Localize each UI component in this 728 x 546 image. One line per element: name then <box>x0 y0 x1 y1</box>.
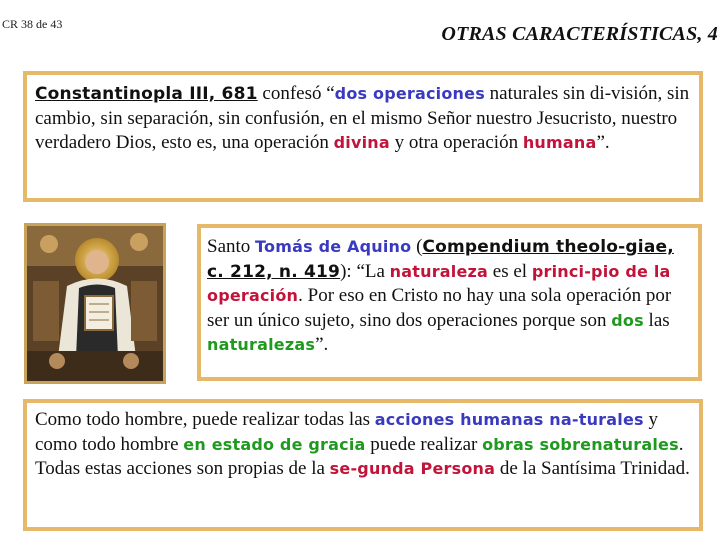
slide-title: OTRAS CARACTERÍSTICAS, 4 <box>441 23 718 45</box>
painting-icon <box>27 226 163 381</box>
highlight-naturaleza: naturaleza <box>389 261 489 281</box>
highlight-principio: princi-pio de la operación <box>207 261 671 306</box>
text-segment: y como todo hombre <box>35 409 658 455</box>
highlight-naturalezas: naturalezas <box>207 335 316 355</box>
aquinas-quote-text <box>207 235 692 358</box>
text-segment: de la Santísima Trinidad. <box>495 458 690 480</box>
council-quote-text <box>35 82 691 156</box>
text-segment: Santo <box>207 236 256 257</box>
highlight-gracia: en estado de gracia <box>183 434 366 454</box>
text-segment: ): “La <box>340 260 390 282</box>
text-segment: ( <box>411 236 423 257</box>
highlight-tomas: Tomás de Aquino <box>255 237 412 256</box>
highlight-divina: divina <box>333 133 390 153</box>
council-name: Constantinopla III, 681 <box>35 84 258 104</box>
council-quote-box <box>23 71 703 202</box>
aquinas-quote-box <box>197 224 702 381</box>
text-segment: ”. <box>315 334 329 356</box>
saint-thomas-aquinas-painting <box>24 223 166 384</box>
text-segment: . Por eso en Cristo no hay una sola operación por ser un único sujeto, sino dos operaciones porque son <box>207 285 672 331</box>
text-segment: las <box>643 309 670 331</box>
slide-number: CR 38 de 43 <box>2 17 63 31</box>
text-segment: . Todas estas acciones son propias de la <box>35 433 684 480</box>
highlight-obras: obras sobrenaturales <box>482 434 679 454</box>
text-segment: es el <box>488 260 532 282</box>
text-segment: naturales sin di-visión, sin cambio, sin separación, sin confusión, en el mismo Señor nuestro Jesucristo, nuestro verdadero Dios, esto es, una operación <box>35 83 690 154</box>
highlight-dos: dos <box>611 310 644 330</box>
highlight-humana: humana <box>522 133 597 153</box>
highlight-segunda-persona: se-gunda Persona <box>329 459 496 479</box>
text-segment: confesó “ <box>257 83 335 104</box>
highlight-dos-operaciones: dos operaciones <box>334 84 485 103</box>
highlight-acciones: acciones humanas na-turales <box>374 410 644 429</box>
text-segment: ”. <box>596 132 610 154</box>
compendium-reference: Compendium theolo-giae, c. 212, n. 419 <box>207 237 674 282</box>
human-actions-box <box>23 399 703 531</box>
text-segment: Como todo hombre, puede realizar todas las <box>35 409 375 430</box>
text-segment: y otra operación <box>389 132 523 154</box>
text-segment: puede realizar <box>365 433 483 455</box>
human-actions-text <box>35 408 691 482</box>
